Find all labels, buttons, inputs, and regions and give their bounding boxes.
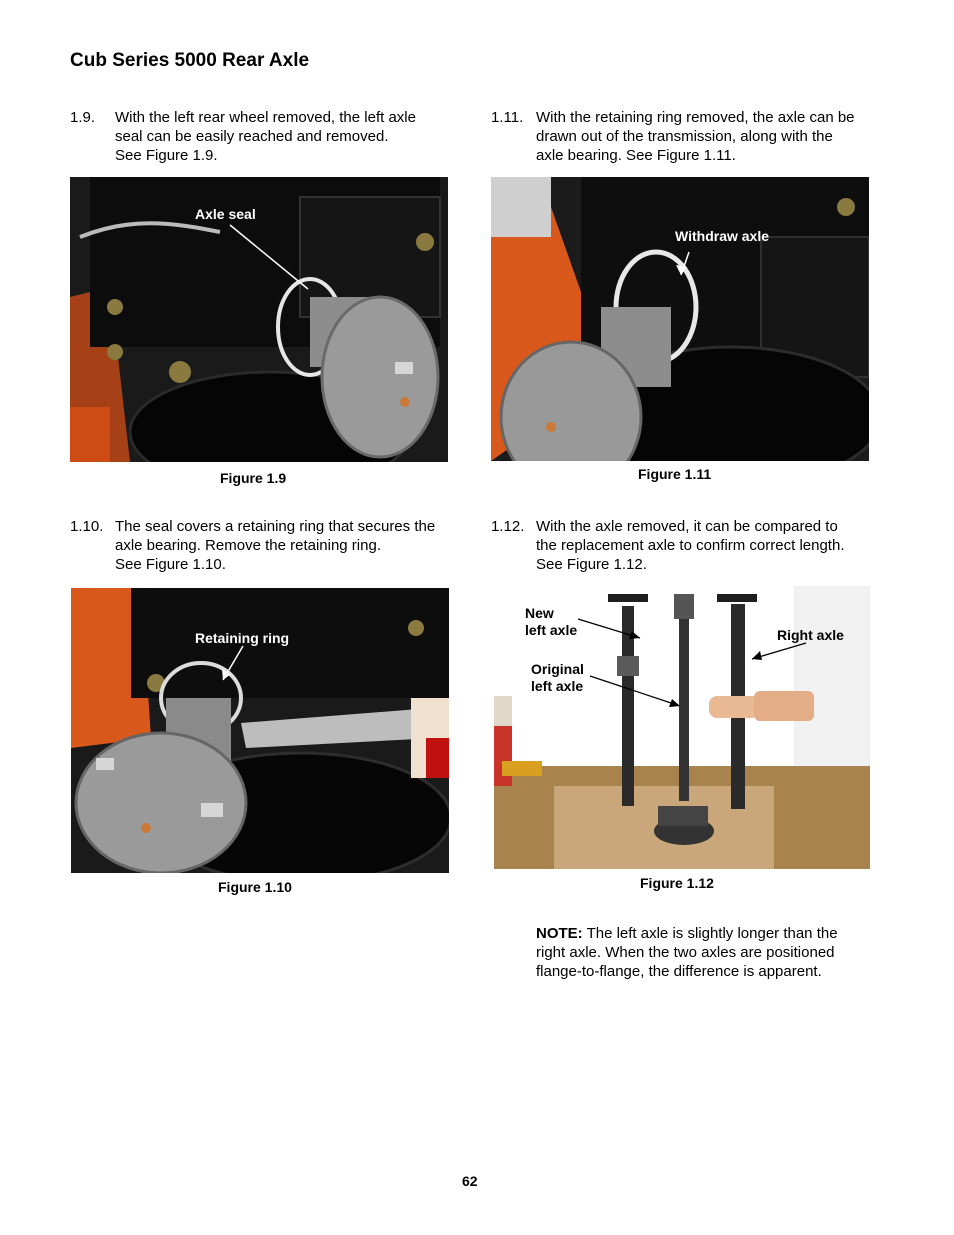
figure-1-11-caption: Figure 1.11 [638,466,712,482]
step-text: With the left rear wheel removed, the left axle seal can be easily reached and removed. See Figure 1.9. [115,109,416,164]
callout-axle-seal: Axle seal [195,206,256,222]
step-number: 1.12. [491,518,525,535]
figure-1-10-caption: Figure 1.10 [218,879,292,895]
step-text: With the axle removed, it can be compared to the replacement axle to confirm correct length. See Figure 1.12. [536,518,845,573]
callout-right-axle: Right axle [777,627,844,643]
step-text: With the retaining ring removed, the axle can be drawn out of the transmission, along with the axle bearing. See Figure 1.11. [536,109,855,164]
page-title: Cub Series 5000 Rear Axle [70,50,310,71]
note-text: The left axle is slightly longer than the right axle. When the two axles are positioned flange-to-flange, the difference is apparent. [536,925,838,980]
step-number: 1.9. [70,109,96,126]
step-text: The seal covers a retaining ring that secures the axle bearing. Remove the retaining ring. See Figure 1.10. [115,518,436,573]
step-number: 1.11. [491,109,524,126]
callout-new-left-axle: New left axle [525,605,578,638]
note-label: NOTE: [536,925,583,942]
step-number: 1.10. [70,518,104,535]
callout-original-left-axle: Original left axle [531,661,584,694]
note-paragraph [536,924,866,981]
page-number: 62 [462,1173,478,1189]
axle-seal-photo [70,177,448,462]
withdraw-axle-photo [491,177,869,461]
step-1-11 [491,108,881,168]
figure-1-12-caption: Figure 1.12 [640,875,714,891]
figure-1-11-photo [491,177,869,461]
figure-1-9-caption: Figure 1.9 [220,470,287,486]
callout-retaining-ring: Retaining ring [195,630,290,646]
step-1-9 [70,108,460,168]
callout-withdraw-axle: Withdraw axle [675,228,770,244]
step-1-10 [70,517,460,577]
step-1-12 [491,517,881,577]
figure-1-9-photo [70,177,448,462]
